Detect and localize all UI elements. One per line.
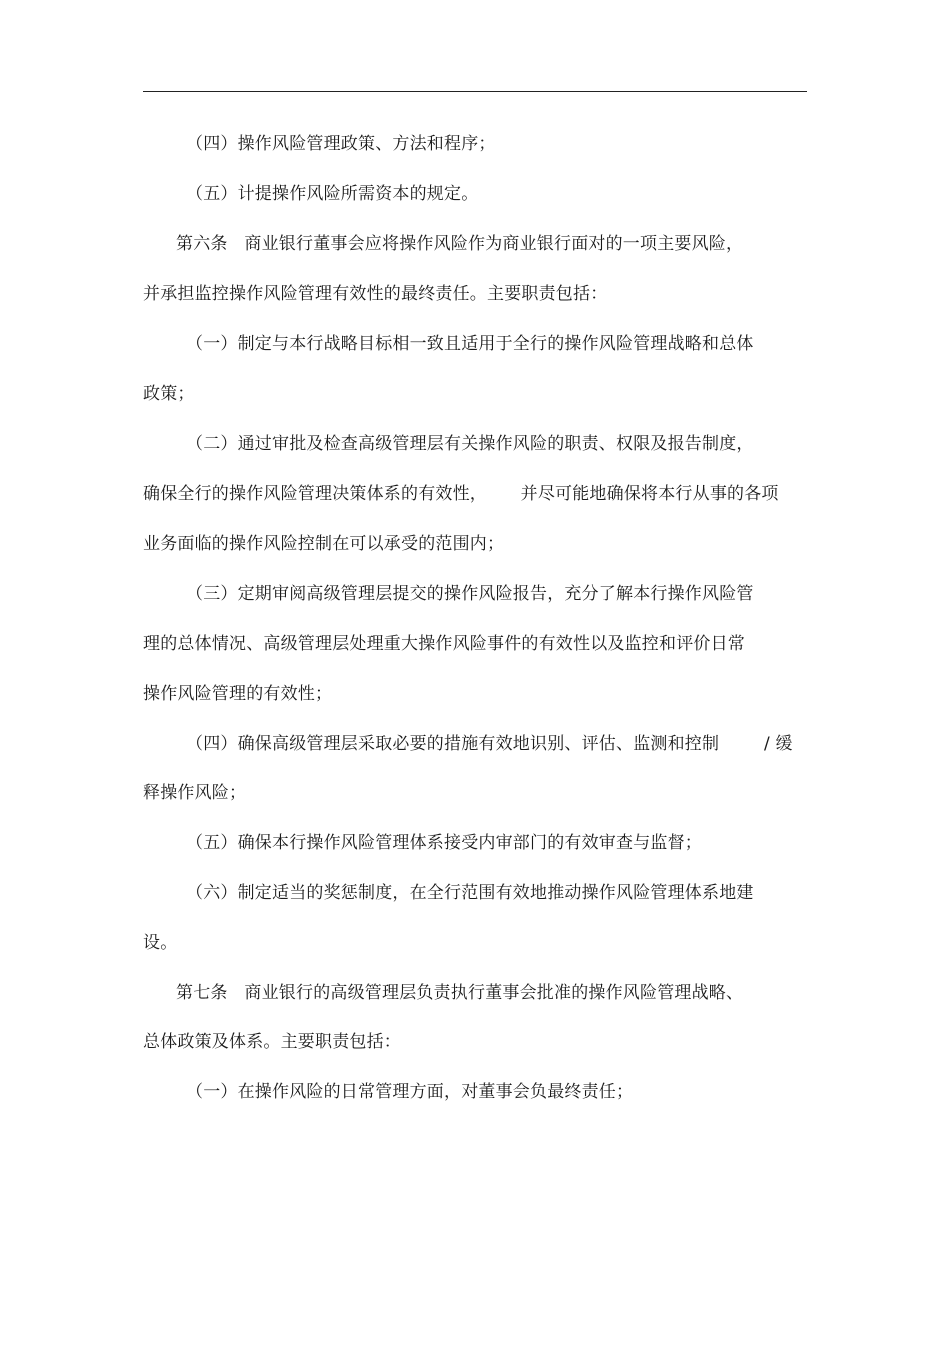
text-line: 第七条 商业银行的高级管理层负责执行董事会批准的操作风险管理战略、 [176,983,744,1003]
text-line: 确保全行的操作风险管理决策体系的有效性， 并尽可能地确保将本行从事的各项 [143,484,779,504]
text-line: （四）确保高级管理层采取必要的措施有效地识别、评估、监测和控制 / 缓 [186,734,793,754]
text-line: （五）计提操作风险所需资本的规定。 [186,184,479,204]
text-line: 操作风险管理的有效性； [143,684,333,704]
text-line: （二）通过审批及检查高级管理层有关操作风险的职责、权限及报告制度， [186,434,754,454]
text-line: 并承担监控操作风险管理有效性的最终责任。主要职责包括： [143,284,608,304]
text-line: （六）制定适当的奖惩制度，在全行范围有效地推动操作风险管理体系地建 [186,883,754,903]
header-rule [143,91,807,92]
text-line: 业务面临的操作风险控制在可以承受的范围内； [143,534,505,554]
text-line: 理的总体情况、高级管理层处理重大操作风险事件的有效性以及监控和评价日常 [143,634,745,654]
text-line: 总体政策及体系。主要职责包括： [143,1032,401,1052]
text-line: （一）制定与本行战略目标相一致且适用于全行的操作风险管理战略和总体 [186,334,754,354]
text-line: 第六条 商业银行董事会应将操作风险作为商业银行面对的一项主要风险， [176,234,744,254]
text-line: （四）操作风险管理政策、方法和程序； [186,134,496,154]
text-line: （一）在操作风险的日常管理方面，对董事会负最终责任； [186,1082,634,1102]
text-line: 释操作风险； [143,783,247,803]
text-line: （三）定期审阅高级管理层提交的操作风险报告，充分了解本行操作风险管 [186,584,754,604]
text-line: 政策； [143,384,195,404]
text-line: 设。 [143,933,178,953]
text-line: （五）确保本行操作风险管理体系接受内审部门的有效审查与监督； [186,833,702,853]
